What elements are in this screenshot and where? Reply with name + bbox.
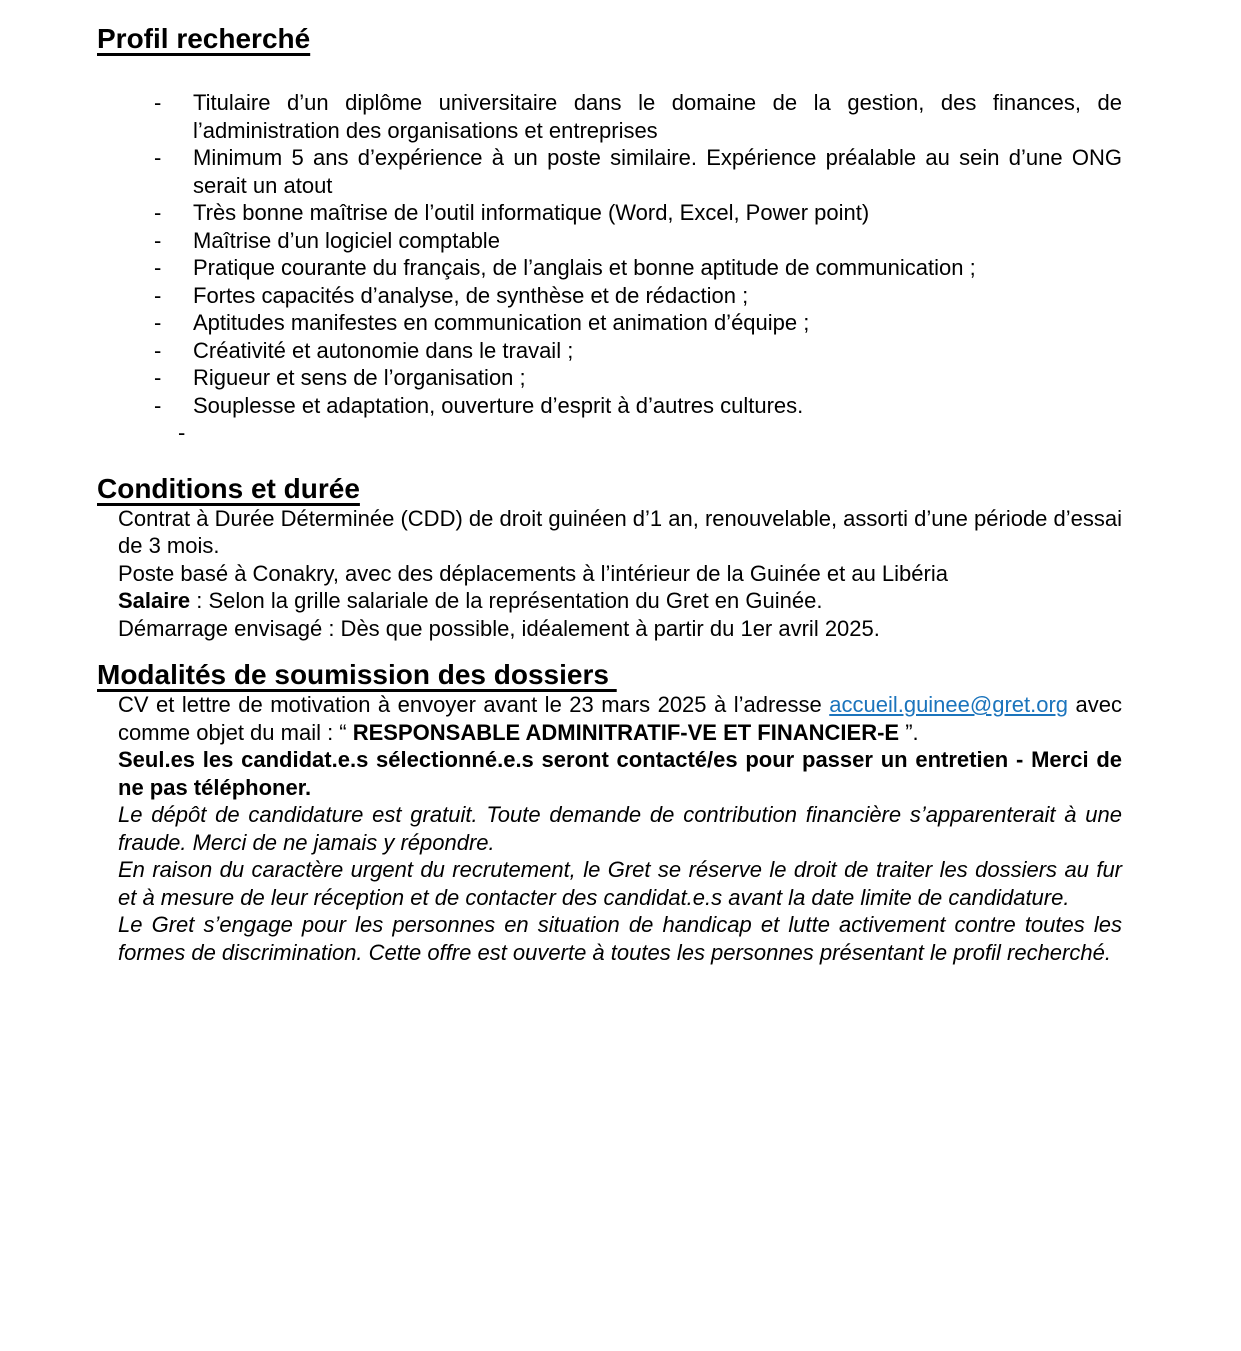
section-heading-profil — [97, 22, 1122, 55]
heading-text-modalites: Modalités de soumission des dossiers — [97, 659, 617, 690]
paragraph-selection-notice: Seul.es les candidat.e.s sélectionné.e.s seront contacté/es pour passer un entretien - Merci de ne pas téléphoner. — [118, 747, 1122, 800]
paragraph-disclaimer-urgence: En raison du caractère urgent du recrutement, le Gret se réserve le droit de traiter les dossiers au fur et à mesure de leur réception et de contacter des candidat.e.s avant la date limite de candidature. — [118, 857, 1122, 910]
profile-requirement-item: - Maîtrise d’un logiciel comptable — [97, 227, 1122, 255]
profile-requirement-item: - Titulaire d’un diplôme universitaire dans le domaine de la gestion, des finances, de l’administration des organisations et entreprises — [97, 89, 1122, 144]
heading-text-profil: Profil recherché — [97, 23, 311, 54]
salaire-label: Salaire — [118, 588, 191, 613]
profile-requirements-list — [97, 89, 1122, 419]
paragraph-disclaimer-gratuit: Le dépôt de candidature est gratuit. Toute demande de contribution financière s’apparenterait à une fraude. Merci de ne jamais y répondre. — [118, 802, 1122, 855]
heading-text-conditions: Conditions et durée — [97, 472, 360, 504]
paragraph-poste: Poste basé à Conakry, avec des déplacements à l’intérieur de la Guinée et au Libéria — [118, 560, 948, 586]
profile-requirement-item: - Minimum 5 ans d’expérience à un poste similaire. Expérience préalable au sein d’une ONG serait un atout — [97, 144, 1122, 199]
profile-requirement-item: - Très bonne maîtrise de l’outil informatique (Word, Excel, Power point) — [97, 199, 1122, 227]
section-heading-conditions — [97, 472, 1122, 505]
cv-text-between: avec comme objet du mail : “ — [118, 692, 1122, 745]
paragraph-salaire — [118, 587, 1122, 615]
salaire-text: : Selon la grille salariale de la représentation du Gret en Guinée. — [190, 588, 823, 613]
cv-text-before: CV et lettre de motivation à envoyer avant le 23 mars 2025 à l’adresse — [118, 692, 830, 717]
profile-requirement-item: - Rigueur et sens de l’organisation ; — [97, 364, 1122, 392]
paragraph-contrat: Contrat à Durée Déterminée (CDD) de droit guinéen d’1 an, renouvelable, assorti d’une période d’essai de 3 mois. — [118, 505, 1123, 558]
profile-requirement-item: - Souplesse et adaptation, ouverture d’esprit à d’autres cultures. — [97, 392, 1122, 420]
section-heading-modalites — [97, 658, 1122, 691]
profile-requirement-item: - Aptitudes manifestes en communication et animation d’équipe ; — [97, 309, 1122, 337]
empty-bullet-dash: - — [178, 420, 186, 445]
profile-requirement-item: - Fortes capacités d’analyse, de synthèse et de rédaction ; — [97, 282, 1122, 310]
cv-text-end: ”. — [899, 719, 919, 745]
email-link[interactable]: accueil.guinee@gret.org — [829, 692, 1069, 717]
mail-subject: RESPONSABLE ADMINITRATIF-VE ET FINANCIER-E — [352, 719, 900, 745]
profile-requirement-item: - Créativité et autonomie dans le travail ; — [97, 337, 1122, 365]
paragraph-disclaimer-engagement: Le Gret s’engage pour les personnes en situation de handicap et lutte activement contre toutes les formes de discrimination. Cette offre est ouverte à toutes les personnes présentant le profil recherché. — [118, 912, 1122, 965]
profile-requirement-item: - Pratique courante du français, de l’anglais et bonne aptitude de communication ; — [97, 254, 1122, 282]
paragraph-demarrage: Démarrage envisagé : Dès que possible, idéalement à partir du 1er avril 2025. — [118, 615, 880, 641]
paragraph-cv-submission — [118, 691, 1122, 746]
